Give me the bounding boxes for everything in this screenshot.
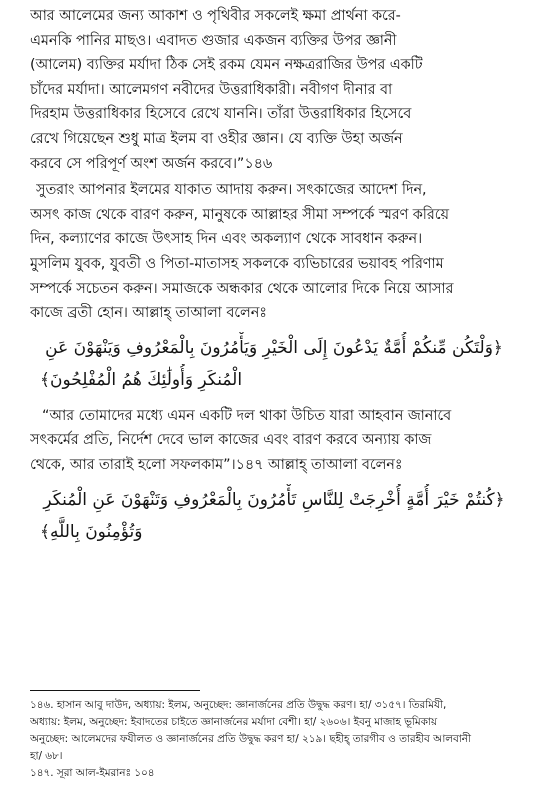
arabic-line: ﴿وَلْتَكُن مِّنكُمْ أُمَّةٌ يَدْعُونَ إِلَى الْخَيْرِ وَيَأْمُرُونَ بِالْمَعْرُوفِ وَيَنْهَوْنَ عَنِ — [45, 337, 503, 358]
text-line: মুসলিম যুবক, যুবতী ও পিতা-মাতাসহ সকলকে ব্যভিচারের ভয়াবহ পরিণাম — [30, 255, 444, 272]
text-line: (আলেম) ব্যক্তির মর্যাদা ঠিক সেই রকম যেমন নক্ষত্ররাজির উপর একটি — [30, 57, 423, 74]
text-line: থেকে, আর তারাই হলো সফলকাম”।১৪৭ আল্লাহ্ তাআলা বলেনঃ — [30, 456, 403, 473]
body-text — [30, 4, 518, 548]
footnote-divider — [30, 690, 200, 691]
quran-verse-1 — [30, 332, 518, 396]
text-line: চাঁদের মর্যাদা। আলেমগণ নবীদের উত্তরাধিকারী। নবীগণ দীনার বা — [30, 81, 393, 98]
footnote-line: অধ্যায়: ইলম, অনুচ্ছেদ: ইবাদতের চাইতে জ্ঞানার্জনের মর্যাদা বেশী। হা/ ২৬০৬। ইবনু মাজাহ ভূমিকায় — [30, 716, 438, 728]
arabic-line: وَتُؤْمِنُونَ بِاللَّهِ﴾ — [40, 521, 143, 542]
paragraph-hadith-continuation — [30, 4, 518, 176]
text-line: সৎকর্মের প্রতি, নির্দেশ দেবে ভাল কাজের এবং বারণ করবে অন্যায় কাজ — [30, 432, 432, 449]
arabic-line: ﴿كُنتُمْ خَيْرَ أُمَّةٍ أُخْرِجَتْ لِلنَّاسِ تَأْمُرُونَ بِالْمَعْرُوفِ وَتَنْهَوْنَ عَنِ الْمُنكَرِ — [43, 489, 505, 510]
paragraph-exhortation — [30, 178, 518, 326]
footnotes — [30, 697, 530, 782]
paragraph-translation — [30, 404, 518, 478]
text-line: দিন, কল্যাণের কাজে উৎসাহ দিন এবং অকল্যাণ থেকে সাবধান করুন। — [30, 231, 423, 248]
text-line: সুতরাং আপনার ইলমের যাকাত আদায় করুন। সৎকাজের আদেশ দিন, — [36, 182, 427, 199]
text-line: এমনকি পানির মাছও। এবাদত গুজার একজন ব্যক্তির উপর জ্ঞানী — [30, 32, 397, 49]
footnote-line: ১৪৬. হাসান আবু দাউদ, অধ্যায়: ইলম, অনুচ্ছেদ: জ্ঞানার্জনের প্রতি উদ্বুদ্ধ করণ। হা/ ৩১৫৭। তিরমিযী, — [30, 699, 447, 711]
text-line: আর আলেমের জন্য আকাশ ও পৃথিবীর সকলেই ক্ষমা প্রার্থনা করে- — [30, 8, 401, 24]
text-line: রেখে গিয়েছেন শুধু মাত্র ইলম বা ওহীর জ্ঞান। যে ব্যক্তি উহা অর্জন — [30, 130, 403, 147]
text-line: কাজে ব্রতী হোন। আল্লাহ্ তাআলা বলেনঃ — [30, 305, 267, 322]
quran-verse-2 — [30, 484, 518, 548]
footnote-line: হা/ ৬৮। — [30, 750, 63, 762]
text-line: সম্পর্কে সচেতন করুন। সমাজকে অন্ধকার থেকে আলোর দিকে নিয়ে আসার — [30, 280, 454, 297]
text-line: “আর তোমাদের মধ্যে এমন একটি দল থাকা উচিত যারা আহবান জানাবে — [42, 407, 452, 424]
text-line: দিরহাম উত্তরাধিকার হিসেবে রেখে যাননি। তাঁরা উত্তরাধিকার হিসেবে — [30, 106, 412, 123]
footnote-line: অনুচ্ছেদ: আলেমদের ফযীলত ও জ্ঞানার্জনের প্রতি উদ্বুদ্ধ করণ হা/ ২১৯। ছহীহ্ তারগীব ও তারহীব আলবানী — [30, 733, 471, 745]
arabic-line: الْمُنكَرِ وَأُولَٰئِكَ هُمُ الْمُفْلِحُونَ﴾ — [40, 369, 243, 390]
text-line: অসৎ কাজ থেকে বারণ করুন, মানুষকে আল্লাহর সীমা সম্পর্কে স্মরণ করিয়ে — [30, 206, 449, 223]
text-line: করবে সে পরিপূর্ণ অংশ অর্জন করবে।”১৪৬ — [30, 155, 273, 172]
footnote-line: ১৪৭. সূরা আল-ইমরানঃ ১০৪ — [30, 767, 155, 779]
